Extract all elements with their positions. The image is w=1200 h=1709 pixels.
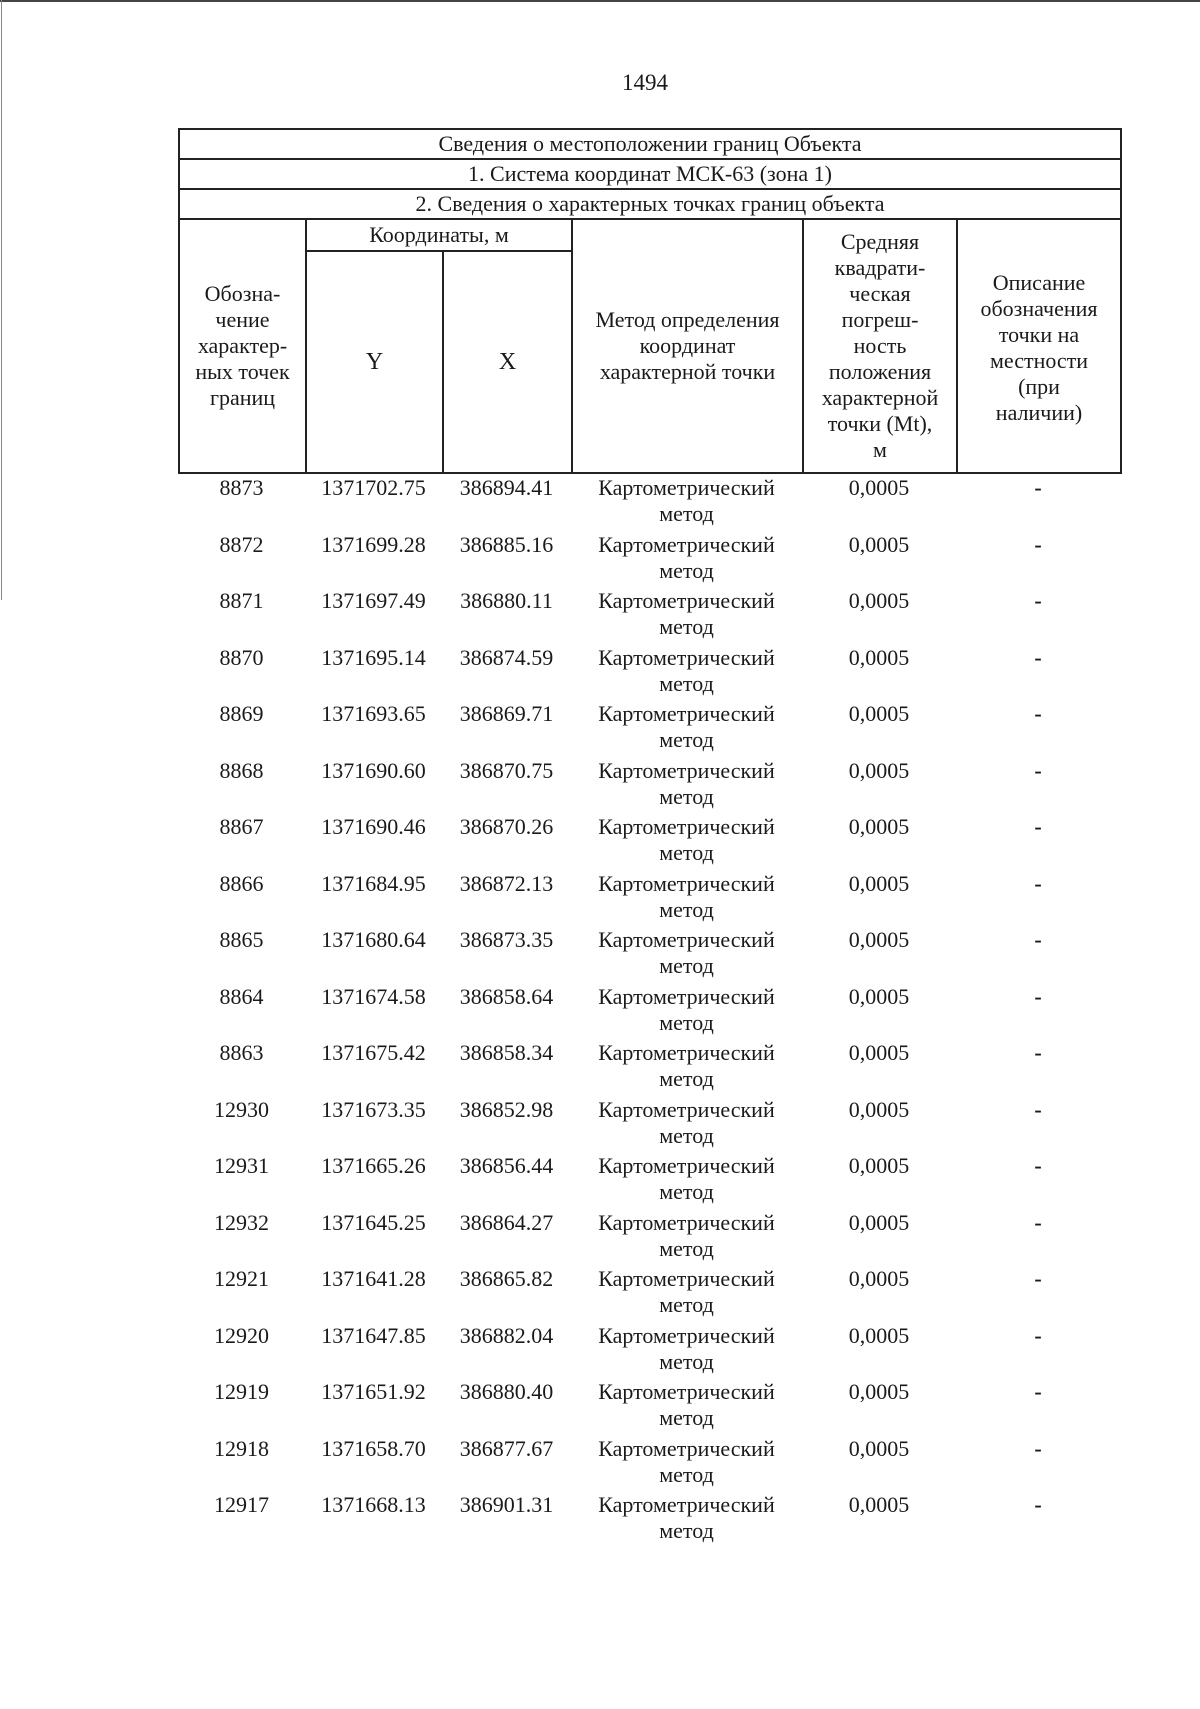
description: -	[1034, 1322, 1042, 1348]
error-mt: 0,0005	[848, 1266, 910, 1291]
point-id: 12917	[214, 1492, 269, 1517]
point-id: 8866	[219, 870, 264, 896]
description: -	[1034, 701, 1042, 726]
coord-x: 386852.98	[459, 1096, 554, 1122]
method: Картометрический метод	[598, 475, 775, 526]
table-row	[178, 1153, 1120, 1210]
table-row	[178, 1097, 1120, 1154]
error-mt: 0,0005	[848, 757, 910, 783]
coord-y: 1371695.14	[321, 644, 426, 670]
point-id: 8868	[219, 757, 264, 783]
description: -	[1034, 475, 1042, 500]
point-id: 8865	[219, 927, 264, 952]
error-mt: 0,0005	[848, 1209, 910, 1235]
coord-x: 386901.31	[459, 1492, 554, 1517]
col-y: Y	[306, 251, 443, 473]
coord-x: 386873.35	[459, 927, 554, 952]
method: Картометрический метод	[598, 644, 775, 696]
method: Картометрический метод	[598, 1379, 775, 1430]
coord-x: 386872.13	[459, 870, 554, 896]
table-row	[178, 984, 1120, 1041]
method: Картометрический метод	[598, 1266, 775, 1317]
description: -	[1034, 927, 1042, 952]
coord-x: 386864.27	[459, 1209, 554, 1235]
coord-y: 1371668.13	[321, 1492, 426, 1517]
error-mt: 0,0005	[848, 588, 910, 613]
coord-x: 386869.71	[459, 701, 554, 726]
coord-y: 1371641.28	[321, 1266, 426, 1291]
col-x: X	[443, 251, 572, 473]
description: -	[1034, 531, 1042, 557]
coord-x: 386870.26	[459, 814, 554, 839]
description: -	[1034, 814, 1042, 839]
table-row	[178, 758, 1120, 815]
point-id: 8869	[219, 701, 264, 726]
description: -	[1034, 588, 1042, 613]
method: Картометрический метод	[598, 927, 775, 978]
point-id: 8873	[219, 475, 264, 500]
error-mt: 0,0005	[848, 701, 910, 726]
description: -	[1034, 1379, 1042, 1404]
method: Картометрический метод	[598, 1209, 775, 1261]
table-row	[178, 645, 1120, 702]
error-mt: 0,0005	[848, 814, 910, 839]
table-row	[178, 588, 1120, 645]
col-coordinates: Координаты, м	[306, 219, 572, 251]
point-id: 12920	[214, 1322, 269, 1348]
description: -	[1034, 1492, 1042, 1517]
table-row	[178, 532, 1120, 589]
point-id: 12921	[214, 1266, 269, 1291]
point-id: 8871	[219, 588, 264, 613]
coord-x: 386894.41	[459, 475, 554, 500]
table-row	[178, 1266, 1120, 1323]
method: Картометрический метод	[598, 983, 775, 1035]
point-id: 12918	[214, 1435, 269, 1461]
coord-y: 1371675.42	[321, 1040, 426, 1065]
coord-y: 1371697.49	[321, 588, 426, 613]
points-table	[178, 475, 1120, 1549]
coord-y: 1371684.95	[321, 870, 426, 896]
coord-x: 386858.64	[459, 983, 554, 1009]
description: -	[1034, 1266, 1042, 1291]
coord-y: 1371690.60	[321, 757, 426, 783]
method: Картометрический метод	[598, 1096, 775, 1148]
method: Картометрический метод	[598, 1153, 775, 1204]
table-row	[178, 701, 1120, 758]
coord-y: 1371693.65	[321, 701, 426, 726]
method: Картометрический метод	[598, 757, 775, 809]
points-table-body	[178, 475, 1120, 1549]
table-row	[178, 1040, 1120, 1097]
col-error: Средняя квадрати- ческая погреш- ность положения характерной точки (Mt), м	[803, 219, 957, 473]
coord-x: 386870.75	[459, 757, 554, 783]
method: Картометрический метод	[598, 531, 775, 583]
description: -	[1034, 870, 1042, 896]
method: Картометрический метод	[598, 588, 775, 639]
scan-edge-top	[0, 0, 1200, 2]
coord-x: 386877.67	[459, 1435, 554, 1461]
col-method: Метод определения координат характерной точки	[572, 219, 803, 473]
coord-y: 1371674.58	[321, 983, 426, 1009]
description: -	[1034, 1153, 1042, 1178]
description: -	[1034, 1209, 1042, 1235]
description: -	[1034, 644, 1042, 670]
error-mt: 0,0005	[848, 475, 910, 500]
coord-x: 386885.16	[459, 531, 554, 557]
description: -	[1034, 1096, 1042, 1122]
coord-y: 1371645.25	[321, 1209, 426, 1235]
coord-x: 386874.59	[459, 644, 554, 670]
error-mt: 0,0005	[848, 1096, 910, 1122]
point-id: 8870	[219, 644, 264, 670]
table-row	[178, 1210, 1120, 1267]
coord-x: 386880.40	[459, 1379, 554, 1404]
error-mt: 0,0005	[848, 1435, 910, 1461]
error-mt: 0,0005	[848, 1322, 910, 1348]
coord-y: 1371651.92	[321, 1379, 426, 1404]
point-id: 8867	[219, 814, 264, 839]
header-table	[178, 128, 1122, 474]
coord-y: 1371680.64	[321, 927, 426, 952]
method: Картометрический метод	[598, 1435, 775, 1487]
coord-x: 386856.44	[459, 1153, 554, 1178]
description: -	[1034, 757, 1042, 783]
coord-x: 386865.82	[459, 1266, 554, 1291]
table-row	[178, 927, 1120, 984]
description: -	[1034, 1435, 1042, 1461]
table-row	[178, 1492, 1120, 1549]
table-row	[178, 1436, 1120, 1493]
coord-x: 386880.11	[460, 588, 553, 613]
error-mt: 0,0005	[848, 531, 910, 557]
coord-x: 386882.04	[459, 1322, 554, 1348]
page-number: 1494	[622, 70, 668, 95]
method: Картометрический метод	[598, 814, 775, 865]
error-mt: 0,0005	[848, 1153, 910, 1178]
point-id: 12931	[214, 1153, 269, 1178]
table-title: Сведения о местоположении границ Объекта	[179, 129, 1121, 159]
coordinate-system: 1. Система координат МСК-63 (зона 1)	[179, 159, 1121, 189]
col-designation: Обозна- чение характер- ных точек границ	[179, 219, 306, 473]
point-id: 12930	[214, 1096, 269, 1122]
error-mt: 0,0005	[848, 1492, 910, 1517]
coord-y: 1371647.85	[321, 1322, 426, 1348]
error-mt: 0,0005	[848, 870, 910, 896]
point-id: 12932	[214, 1209, 269, 1235]
coord-y: 1371665.26	[321, 1153, 426, 1178]
col-description: Описание обозначения точки на местности (при наличии)	[957, 219, 1121, 473]
table-row	[178, 1379, 1120, 1436]
table-row	[178, 1323, 1120, 1380]
coord-x: 386858.34	[459, 1040, 554, 1065]
method: Картометрический метод	[598, 1040, 775, 1091]
table-row	[178, 871, 1120, 928]
section-title: 2. Сведения о характерных точках границ объекта	[179, 189, 1121, 219]
error-mt: 0,0005	[848, 1379, 910, 1404]
method: Картометрический метод	[598, 1322, 775, 1374]
point-id: 8864	[219, 983, 264, 1009]
error-mt: 0,0005	[848, 927, 910, 952]
description: -	[1034, 1040, 1042, 1065]
coord-y: 1371690.46	[321, 814, 426, 839]
error-mt: 0,0005	[848, 983, 910, 1009]
coord-y: 1371699.28	[321, 531, 426, 557]
table-row	[178, 814, 1120, 871]
description: -	[1034, 983, 1042, 1009]
error-mt: 0,0005	[848, 1040, 910, 1065]
method: Картометрический метод	[598, 701, 775, 752]
point-id: 8872	[219, 531, 264, 557]
method: Картометрический метод	[598, 1492, 775, 1543]
error-mt: 0,0005	[848, 644, 910, 670]
coord-y: 1371658.70	[321, 1435, 426, 1461]
point-id: 12919	[214, 1379, 269, 1404]
coord-y: 1371702.75	[321, 475, 426, 500]
table-row	[178, 475, 1120, 532]
method: Картометрический метод	[598, 870, 775, 922]
coord-y: 1371673.35	[321, 1096, 426, 1122]
point-id: 8863	[219, 1040, 264, 1065]
